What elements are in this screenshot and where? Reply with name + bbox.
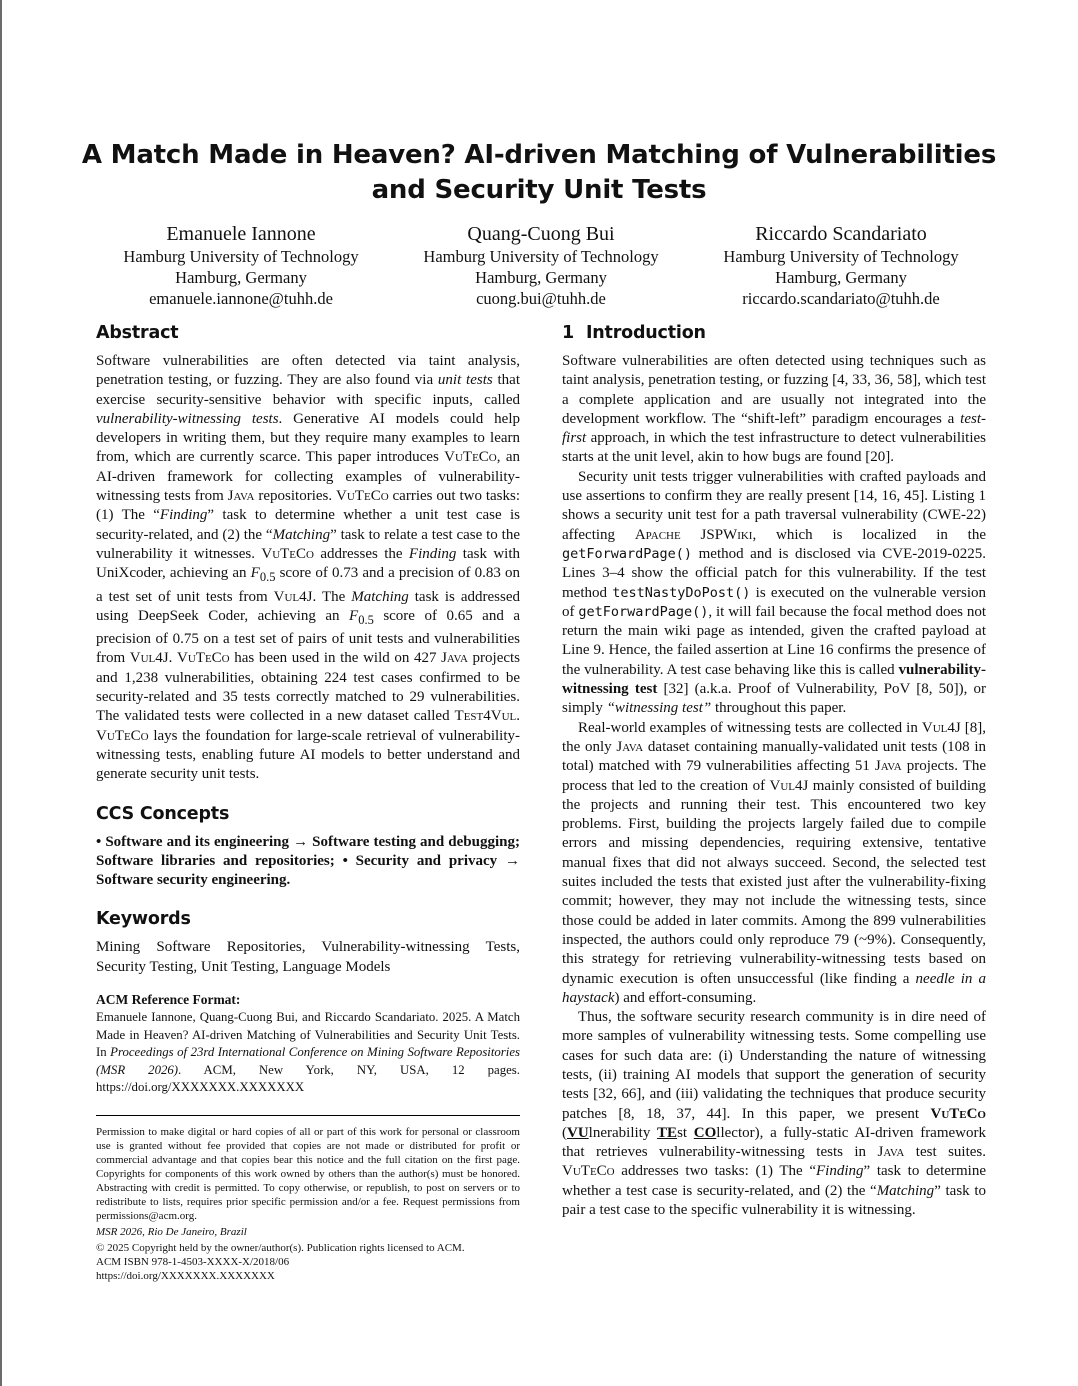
author-affiliation: Hamburg University of Technology xyxy=(423,247,659,266)
right-column xyxy=(562,320,986,1220)
ccs-text: • Software and its engineering → Software testing and debugging; Software libraries and repositories; • Security and privacy → Software security engineering. xyxy=(96,833,520,889)
acm-reference-heading: ACM Reference Format: xyxy=(96,992,241,1008)
author-email: emanuele.iannone@tuhh.de xyxy=(149,289,333,308)
author-block xyxy=(96,222,986,309)
ccs-heading: CCS Concepts xyxy=(96,803,230,824)
author-email: cuong.bui@tuhh.de xyxy=(476,289,606,308)
author-affiliation: Hamburg University of Technology xyxy=(723,247,959,266)
left-column xyxy=(96,320,520,1283)
author-affiliation: Hamburg University of Technology xyxy=(123,247,359,266)
author-location: Hamburg, Germany xyxy=(775,268,907,287)
doi-note: https://doi.org/XXXXXXX.XXXXXXX xyxy=(96,1269,275,1282)
author-name: Emanuele Iannone xyxy=(166,223,316,245)
keywords-text: Mining Software Repositories, Vulnerability-witnessing Tests, Security Testing, Unit Testing, Language Models xyxy=(96,939,520,975)
section-number: 1 xyxy=(562,323,574,343)
permission-notice: Permission to make digital or hard copies of all or part of this work for personal or classroom use is granted without fee provided that copies are not made or distributed for profit or commercial advantage and that copies bear this notice and the full citation on the first page. Copyrights for components of this work owned by others than the author(s) must be honored. Abstracting with credit is permitted. To copy otherwise, or republish, to post on servers or to redistribute to lists, requires prior specific permission and/or a fee. Request permissions from permissions@acm.org. xyxy=(96,1125,520,1222)
author-location: Hamburg, Germany xyxy=(175,268,307,287)
author-1 xyxy=(96,222,386,309)
author-email: riccardo.scandariato@tuhh.de xyxy=(742,289,940,308)
isbn-note: ACM ISBN 978-1-4503-XXXX-X/2018/06 xyxy=(96,1255,290,1268)
page-edge xyxy=(0,0,2,1386)
keywords-heading: Keywords xyxy=(96,909,191,930)
intro-paragraph-4: Thus, the software security research community is in dire need of more samples of vulnerability witnessing tests. Some compelling use cases for such data are: (i) Understanding the nature of witnessing tests, (ii) training AI models that support the generation of security tests [32, 66], and (iii) validating the techniques that produce security patches [8, 18, 37, 44]. In this paper, we present VuTeCo (VUlnerability TEst COllector), a fully-static AI-driven framework that retrieves vulnerability-witnessing tests in Java test suites. VuTeCo addresses two tasks: (1) The “Finding” task to determine whether a test case is security-related, and (2) the “Matching” task to pair a test case to the specific vulnerability it is witnessing. xyxy=(562,1009,986,1219)
author-name: Riccardo Scandariato xyxy=(755,223,927,245)
acm-reference-text: Emanuele Iannone, Quang-Cuong Bui, and Riccardo Scandariato. 2025. A Match Made in Heaven? AI-driven Matching of Vulnerabilities and Security Unit Tests. In Proceedings of 23rd International Conference on Mining Software Repositories (MSR 2026). ACM, New York, NY, USA, 12 pages. https://doi.org/XXXXXXX.XXXXXXX xyxy=(96,1010,520,1095)
author-3 xyxy=(696,222,986,309)
author-location: Hamburg, Germany xyxy=(475,268,607,287)
introduction-heading xyxy=(562,320,986,346)
author-2 xyxy=(396,222,686,309)
copyright-note: © 2025 Copyright held by the owner/author(s). Publication rights licensed to ACM. xyxy=(96,1241,465,1254)
abstract-heading: Abstract xyxy=(96,323,179,343)
abstract-text: Software vulnerabilities are often detected via taint analysis, penetration testing, or fuzzing. They are also found via unit tests that exercise security-sensitive behavior with specific inputs, called vulnerability-witnessing tests. Generative AI models could help developers in writing them, but they require many examples to learn from, which are currently scarce. This paper introduces VuTeCo, an AI-driven framework for collecting examples of vulnerability-witnessing tests from Java repositories. VuTeCo carries out two tasks: (1) The “Finding” task to determine whether a unit test case is security-related, and (2) the “Matching” task to relate a test case to the vulnerability it witnesses. VuTeCo addresses the Finding task with UniXcoder, achieving an $F_{0.5}$ score of 0.73 and a precision of 0.83 on a test set of unit tests from Vul4J. The Matching task is addressed using DeepSeek Coder, achieving an $F_{0.5}$ score of 0.65 and a precision of 0.75 on a test set of pairs of unit tests and vulnerabilities from Vul4J. VuTeCo has been used in the wild on 427 Java projects and 1,238 vulnerabilities, obtaining 224 test cases confirmed to be security-related and 35 tests correctly matched to 29 vulnerabilities. The validated tests were collected in a new dataset called Test4Vul. VuTeCo lays the foundation for large-scale retrieval of vulnerability-witnessing tests, enabling future AI models to better understand and generate security unit tests. xyxy=(96,353,521,783)
paper-title: A Match Made in Heaven? AI-driven Matching of Vulnerabilities and Security Unit Tests xyxy=(81,140,997,205)
venue-note: MSR 2026, Rio De Janeiro, Brazil xyxy=(96,1225,247,1238)
footnote-rule xyxy=(96,1115,520,1116)
author-name: Quang-Cuong Bui xyxy=(467,223,615,245)
section-title: Introduction xyxy=(585,323,706,343)
intro-paragraph-2: Security unit tests trigger vulnerabilities with crafted payloads and use assertions to confirm they are really present [14, 16, 45]. Listing 1 shows a security unit test for a path traversal vulnerability (CWE-22) affecting Apache JSPWiki, which is localized in the getForwardPage() method and is disclosed via CVE-2019-0225. Lines 3–4 show the official patch for this vulnerability. If the test method testNastyDoPost() is executed on the vulnerable version of getForwardPage(), it will fail because the focal method does not return the main wiki page as intended, given the crafted payload at Line 9. Hence, the failed assertion at Line 16 confirms the presence of the vulnerability. A test case behaving like this is called vulnerability-witnessing test [32] (a.k.a. Proof of Vulnerability, PoV [8, 50]), or simply “witnessing test” throughout this paper. xyxy=(562,468,986,717)
intro-paragraph-3: Real-world examples of witnessing tests are collected in Vul4J [8], the only Java dataset containing manually-validated unit tests (108 in total) matched with 79 vulnerabilities affecting 51 Java projects. The process that led to the creation of Vul4J mainly consisted of building the projects and running their test. This encountered two key problems. First, building the projects largely failed due to compile errors and missing dependencies, requiring extensive, tentative manual fixes that did not always succeed. Second, the selected test suites included the tests that existed just after the vulnerability-fixing commit; however, they may not include the witnessing tests, since those could be added in later commits. Among the 899 vulnerabilities inspected, the authors could only reproduce 79 (~9%). Consequently, this strategy for retrieving vulnerability-witnessing tests based on dynamic execution is often unsuccessful (like finding a needle in a haystack) and effort-consuming. xyxy=(562,719,987,1006)
intro-paragraph-1: Software vulnerabilities are often detected using techniques such as taint analysis, penetration testing, or fuzzing [4, 33, 36, 58], which test a complete application and are usually not integrated into the development workflow. The “shift-left” paradigm encourages a test-first approach, in which the test infrastructure to detect vulnerabilities starts at the unit level, akin to how bugs are found [20]. xyxy=(562,353,986,466)
